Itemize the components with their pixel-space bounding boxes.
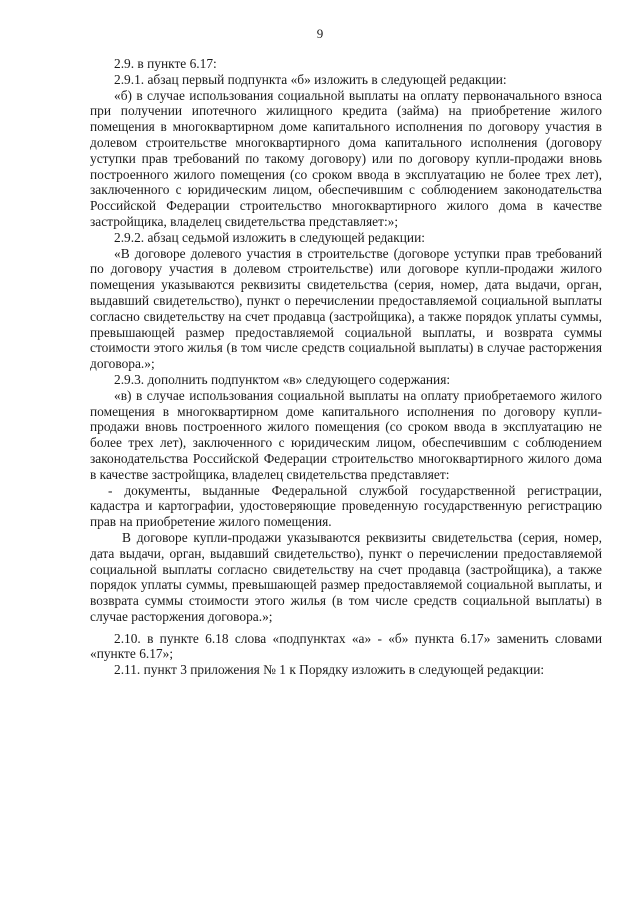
paragraph-2-9-1: 2.9.1. абзац первый подпункта «б» изложить в следующей редакции:: [114, 71, 507, 87]
paragraph-contract-details: «В договоре долевого участия в строительстве (договоре уступки прав требований по договору участия в долевом строительстве) или договоре купли-продажи жилого помещения указываются реквизиты свидетельства (серия, номер, дата выдачи, орган, выдавший свидетельство), пункт о перечислении предоставляемой социальной выплаты согласно свидетельству на счет продавца (застройщика), а также порядок уплаты суммы, превышающей размер предоставляемой социальной выплаты, и возврата суммы стоимости этого жилья (в том числе средств социальной выплаты) в случае расторжения договора.»;: [90, 245, 602, 372]
paragraph-2-9-3: 2.9.3. дополнить подпунктом «в» следующего содержания:: [114, 371, 451, 387]
paragraph-subpoint-v: «в) в случае использования социальной выплаты на оплату приобретаемого жилого помещения в многоквартирном доме капитального исполнения по договору купли-продажи вновь построенного жилого помещения (со сроком ввода в эксплуатацию не более трех лет), заключенного с юридическим лицом, обеспечившим с соблюдением законодательства Российской Федерации строительство многоквартирного жилого дома в качестве застройщика, владелец свидетельства представляет:: [90, 387, 602, 482]
paragraph-documents-list-item: - документы, выданные Федеральной службой государственной регистрации, кадастра и картографии, удостоверяющие проведенную государственную регистрацию прав на приобретение жилого помещения.: [90, 482, 602, 530]
document-body: [90, 56, 602, 678]
paragraph-2-9: 2.9. в пункте 6.17:: [114, 56, 217, 71]
page-number: 9: [316, 26, 324, 41]
paragraph-subpoint-b: «б) в случае использования социальной выплаты на оплату первоначального взноса при получении ипотечного жилищного кредита (займа) на приобретение жилого помещения в многоквартирном доме капитального исполнения по договору участия в долевом строительстве многоквартирного дома капитального исполнения (договору уступки прав требований по такому договору) или по договору купли-продажи вновь построенного жилого помещения (со сроком ввода в эксплуатацию не более трех лет), заключенного с юридическим лицом, обеспечившим с соблюдением законодательства Российской Федерации строительство многоквартирного жилого дома в качестве застройщика, владелец свидетельства представляет:»;: [90, 87, 602, 229]
paragraph-2-11: 2.11. пункт 3 приложения № 1 к Порядку изложить в следующей редакции:: [114, 662, 545, 678]
paragraph-sale-contract-details: В договоре купли-продажи указываются реквизиты свидетельства (серия, номер, дата выдачи, орган, выдавший свидетельство), пункт о перечислении предоставляемой социальной выплаты согласно свидетельству на счет продавца (застройщика), а также порядок уплаты суммы, превышающей размер предоставляемой социальной выплаты, и возврата суммы стоимости этого жилья (в том числе средств социальной выплаты) в случае расторжения договора.»;: [90, 529, 602, 624]
paragraph-2-9-2: 2.9.2. абзац седьмой изложить в следующей редакции:: [114, 229, 425, 245]
paragraph-2-10: 2.10. в пункте 6.18 слова «подпунктах «а» - «б» пункта 6.17» заменить словами «пункте 6.17»;: [90, 630, 602, 662]
